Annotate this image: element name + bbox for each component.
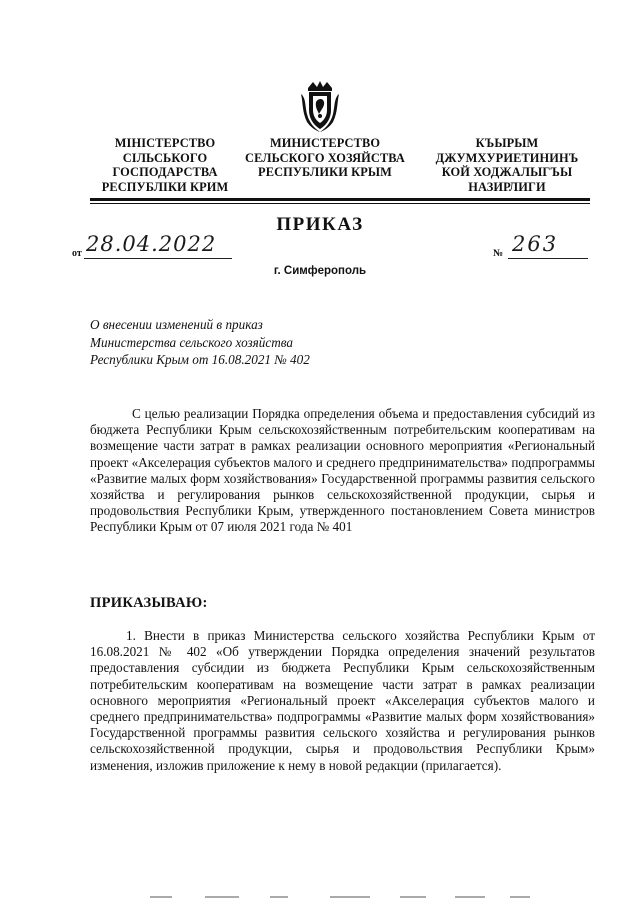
ministry-ru-line: СЕЛЬСКОГО ХОЗЯЙСТВА [245, 150, 405, 165]
crimea-coat-of-arms-icon [297, 80, 343, 134]
ministry-crh-line: НАЗИРЛИГИ [468, 179, 546, 194]
subject-line: Министерства сельского хозяйства [90, 334, 293, 350]
ministry-crh-line: КОЙ ХОДЖАЛЫГЪЫ [441, 165, 573, 180]
ministry-crh-line: КЪЫРЫМ [475, 136, 539, 150]
ministry-ua-line: МІНІСТЕРСТВО [114, 136, 216, 150]
ministry-name-crimean-tatar [422, 136, 592, 194]
subject-line: О внесении изменений в приказ [90, 317, 263, 332]
subject-line: Республики Крым от 16.08.2021 № 402 [90, 352, 310, 367]
ministry-crh-line: ДЖУМХУРИЕТИНИНЪ [435, 150, 579, 165]
scan-bottom-artifacts [0, 896, 640, 899]
preamble-text: С целью реализации Порядка определения объема и предоставления субсидий из бюджета Республики Крым сельскохозяйственным потребительским кооперативам на возмещение части затрат в рамках реализации основного мероприятия «Региональный проект «Акселерация субъектов малого и среднего предпринимательства» подпрограммы «Развитие малых форм хозяйствования» Государственной программы развития сельского хозяйства и регулирования рынков сельскохозяйственной продукции, сырья и продовольствия Республики Крым, утвержденного постановлением Совета министров Республики Крым от 07 июля 2021 года № 401 [90, 406, 595, 535]
clause-1-text: 1. Внести в приказ Министерства сельского хозяйства Республики Крым от 16.08.2021 № 402 «Об утверждении Порядка определения значений результатов предоставления субсидии из бюджета Республики Крым сельскохозяйственным потребительским кооперативам на возмещение части затрат в рамках реализации основного мероприятия «Региональный проект «Акселерация субъектов малого и среднего предпринимательства» подпрограммы «Развитие малых форм хозяйствования» Государственной программы развития сельского хозяйства и регулирования рынков сельскохозяйственной продукции, сырья и продовольствия Республики Крым» изменения, изложив приложение к нему в новой редакции (прилагается). [90, 628, 595, 773]
ministry-ua-line: СІЛЬСЬКОГО [122, 150, 208, 165]
decree-heading: ПРИКАЗЫВАЮ: [90, 595, 208, 611]
preamble-paragraph [90, 406, 595, 536]
ministry-ru-line: РЕСПУБЛИКИ КРЫМ [258, 165, 392, 180]
number-underline [508, 258, 588, 259]
ministry-name-russian [235, 136, 415, 180]
header-divider-thick [90, 198, 590, 201]
date-prefix: от [72, 248, 82, 259]
handwritten-order-number: 263 [512, 232, 559, 256]
order-title: ПРИКАЗ [276, 214, 364, 235]
clause-1-paragraph [90, 628, 595, 774]
number-prefix: № [493, 248, 504, 259]
ministry-name-ukrainian [80, 136, 250, 194]
ministry-ua-line: РЕСПУБЛІКИ КРИМ [101, 179, 229, 194]
header-divider-thin [90, 203, 590, 204]
order-subject [90, 316, 310, 369]
date-underline [84, 258, 232, 259]
city-name: г. Симферополь [273, 265, 367, 277]
ministry-ua-line: ГОСПОДАРСТВА [112, 165, 218, 180]
ministry-ru-line: МИНИСТЕРСТВО [269, 136, 381, 150]
handwritten-date: 28.04.2022 [86, 232, 217, 256]
